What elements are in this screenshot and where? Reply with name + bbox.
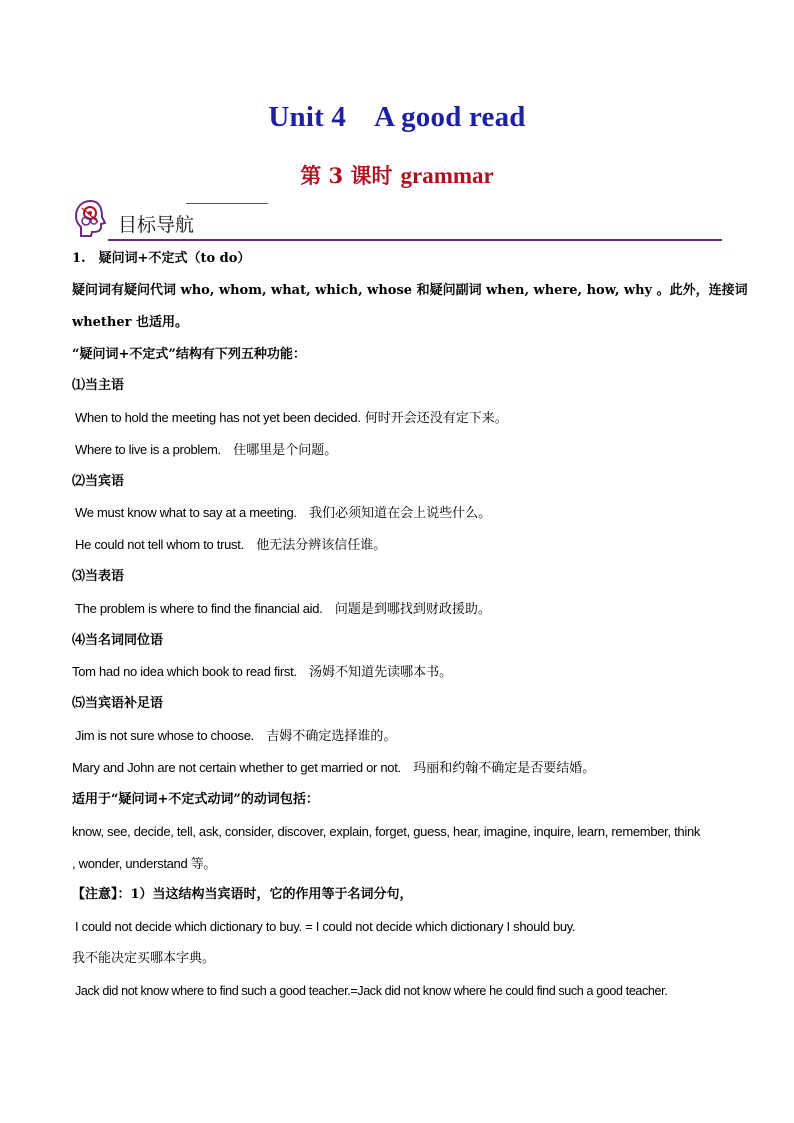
header-divider bbox=[108, 239, 722, 241]
item-heading: 1. 疑问词+不定式（to do） bbox=[72, 251, 251, 266]
example-7-en: Jim is not sure whose to choose. bbox=[75, 728, 254, 743]
intro-line-1: 疑问词有疑问代词 who, whom, what, which, whose 和疑问副词 when, where, how, why 。此外，连接词 bbox=[72, 283, 748, 298]
example-1-en: When to hold the meeting has not yet been decided. bbox=[75, 410, 361, 425]
section-subject: ⑴当主语 bbox=[72, 378, 125, 393]
section-object-complement: ⑸当宾语补足语 bbox=[72, 696, 164, 711]
verb-list-line-1: know, see, decide, tell, ask, consider, discover, explain, forget, guess, hear, imagine, inquire, learn, remember, think bbox=[72, 824, 701, 839]
goal-navigation-header bbox=[70, 198, 722, 242]
example-1 bbox=[75, 410, 735, 427]
example-8-zh: 玛丽和约翰不确定是否要结婚。 bbox=[413, 761, 596, 776]
example-8-en: Mary and John are not certain whether to get married or not. bbox=[72, 760, 401, 775]
title-unit: Unit 4 bbox=[268, 101, 347, 133]
subtitle-lesson: 第 3 课时 bbox=[300, 163, 393, 188]
page-title bbox=[0, 101, 794, 134]
example-2 bbox=[75, 442, 735, 459]
example-6-en: Tom had no idea which book to read first. bbox=[72, 664, 297, 679]
section-predicative: ⑶当表语 bbox=[72, 569, 125, 584]
example-3 bbox=[75, 505, 735, 522]
example-3-zh: 我们必须知道在会上说些什么。 bbox=[309, 506, 492, 521]
applicable-verbs-heading: 适用于“疑问词+不定式动词”的动词包括： bbox=[72, 792, 319, 807]
example-10-en: Jack did not know where to find such a good teacher.=Jack did not know where he could find such a good teacher. bbox=[75, 984, 668, 998]
example-3-en: We must know what to say at a meeting. bbox=[75, 505, 297, 520]
example-7 bbox=[75, 728, 735, 745]
example-4-zh: 他无法分辨该信任谁。 bbox=[256, 538, 387, 553]
example-8 bbox=[72, 760, 732, 777]
example-7-zh: 吉姆不确定选择谁的。 bbox=[266, 729, 397, 744]
note-line: 【注意】：1）当这结构当宾语时，它的作用等于名词分句， bbox=[72, 887, 413, 902]
example-6 bbox=[72, 664, 732, 681]
section-appositive: ⑷当名词同位语 bbox=[72, 633, 164, 648]
section-object: ⑵当宾语 bbox=[72, 474, 125, 489]
title-topic: A good read bbox=[374, 101, 526, 133]
example-5-zh: 问题是到哪找到财政援助。 bbox=[334, 602, 491, 617]
example-9-en: I could not decide which dictionary to buy. = I could not decide which dictionary I should buy. bbox=[75, 919, 576, 934]
header-top-line bbox=[186, 203, 268, 204]
example-5-en: The problem is where to find the financial aid. bbox=[75, 601, 323, 616]
example-6-zh: 汤姆不知道先读哪本书。 bbox=[309, 665, 453, 680]
intro-line-2: whether 也适用。 bbox=[72, 315, 189, 330]
section-label: 目标导航 bbox=[118, 214, 195, 236]
functions-intro: “疑问词+不定式”结构有下列五种功能： bbox=[72, 347, 306, 362]
subtitle-topic: grammar bbox=[400, 163, 494, 188]
brain-gears-icon bbox=[72, 198, 110, 240]
example-4-en: He could not tell whom to trust. bbox=[75, 537, 244, 552]
example-2-en: Where to live is a problem. bbox=[75, 442, 221, 457]
example-4 bbox=[75, 537, 735, 554]
example-5 bbox=[75, 601, 735, 618]
example-1-zh: 何时开会还没有定下来。 bbox=[364, 411, 508, 426]
example-9-zh: 我不能决定买哪本字典。 bbox=[72, 951, 216, 966]
page-subtitle bbox=[0, 160, 794, 190]
verb-list-line-2: , wonder, understand 等。 bbox=[72, 856, 217, 871]
example-2-zh: 住哪里是个问题。 bbox=[233, 443, 338, 458]
